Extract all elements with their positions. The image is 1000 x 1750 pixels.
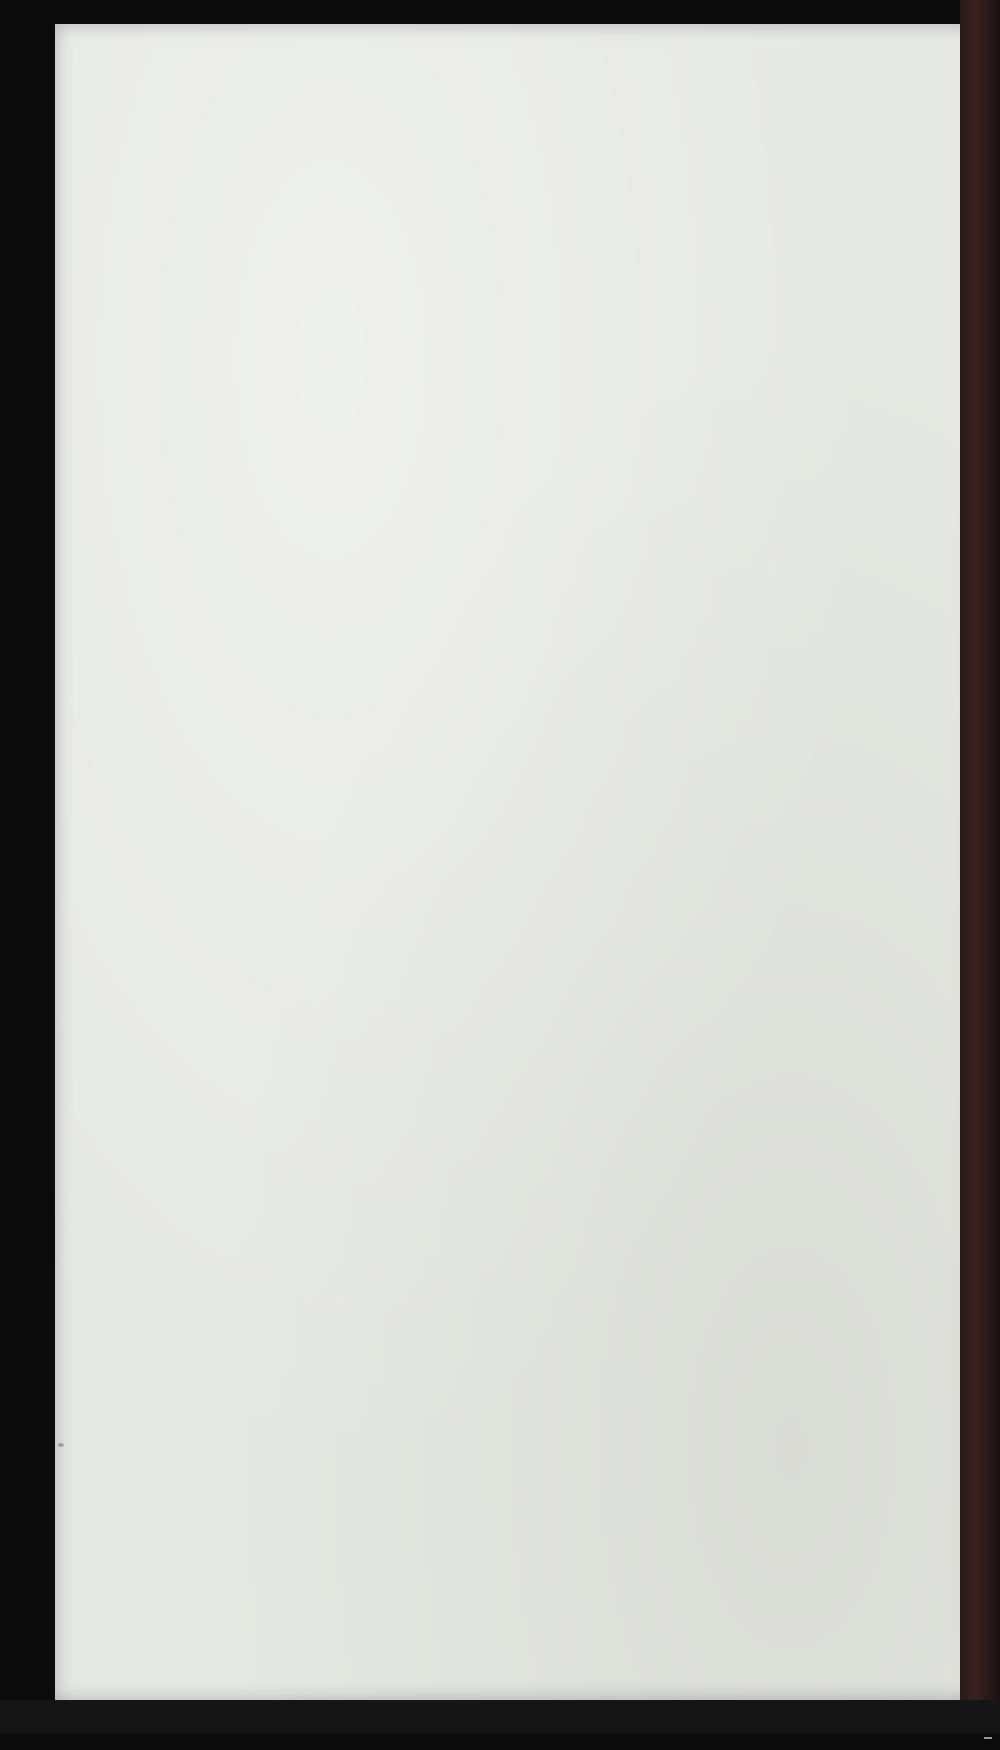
book-edge bbox=[960, 0, 1000, 1700]
drop-cap bbox=[226, 624, 280, 734]
book-page bbox=[55, 24, 975, 1700]
scan-bottom-band bbox=[0, 1700, 1000, 1734]
page-smudge bbox=[58, 1443, 64, 1447]
dfg-logo bbox=[984, 1737, 992, 1739]
footer-credit bbox=[978, 1737, 992, 1739]
